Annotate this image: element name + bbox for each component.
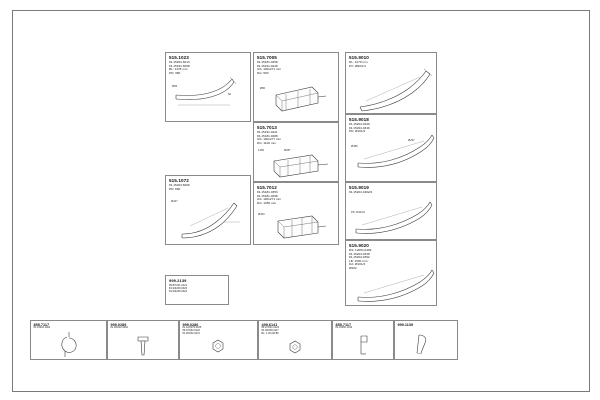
panel-515-1072[interactable] [165, 175, 251, 245]
part-number: 515.9019 [349, 185, 369, 190]
washer-icon [259, 321, 333, 361]
panel-515-9010[interactable] [345, 52, 437, 114]
part-number: 855.7117 [335, 322, 352, 327]
part-number: 999.2139 [169, 278, 187, 283]
part-number: 515.9018 [349, 117, 369, 122]
tailpipe-drawing [346, 183, 438, 241]
dim-label-2: Ø287 [284, 149, 291, 152]
part-number: 999.0286 [182, 322, 199, 327]
dim-label-1: Ø480 [351, 145, 358, 148]
dim-label-1: PD: Ø101/2 [351, 211, 366, 214]
part-codes: 99.8/7241.0121 81.9/3246.0023 81.9/3246.0024 [169, 284, 188, 293]
part-codes: RS: 12054.0409 81.15204.0348 81.15204.0392 LB: 1500 mm DA: Ø101/2 Ø402 [349, 248, 372, 270]
muffler-drawing [254, 53, 340, 123]
part-codes: 81.15204.6069 PD: 890 [169, 183, 190, 191]
panel-515-1023[interactable] [165, 52, 251, 122]
part-number: 515.1072 [169, 178, 189, 183]
part-codes: 81.15204.0402/2 [349, 190, 373, 194]
pipe-drawing [166, 53, 252, 123]
panel-515-7012[interactable] [253, 182, 339, 245]
bracket-icon [333, 321, 395, 361]
dim-label-1: Ø400 [258, 213, 265, 216]
panel-515-7013[interactable] [253, 122, 339, 182]
bottom-item-6[interactable] [394, 320, 458, 360]
part-codes: 81.15181.0353 81.15181.0298 GS: 190x271 mm DG: 1050 mm [257, 190, 282, 205]
panel-515-7005[interactable] [253, 52, 339, 122]
part-codes: 81.15204.6013 81.15191.6068 BL: 1478 mm PD: 380 [169, 60, 190, 75]
panel-515-9019[interactable] [345, 182, 437, 240]
part-codes: 81.12/0079.0165 89.07/042.0122 81.9/0232.0072 [182, 326, 202, 335]
part-number: 515.7012 [257, 185, 277, 190]
panel-515-9018[interactable] [345, 114, 437, 182]
part-codes: 81.15060.1013 [335, 326, 353, 329]
panel-515-9020[interactable] [345, 240, 437, 306]
bolt-icon [108, 321, 180, 361]
part-number: 515.1023 [169, 55, 189, 60]
tailpipe-drawing [346, 115, 438, 183]
tailpipe-drawing [346, 241, 438, 307]
bottom-item-5[interactable] [332, 320, 394, 360]
part-codes: 81.15203.1004 [33, 326, 51, 329]
pin-icon [395, 321, 459, 361]
part-codes: 81.9/0212.0062 [110, 326, 128, 329]
part-codes: 81.15181.0258 81.15191.0248 GS: 190x271 mm DG: 500 [257, 60, 282, 75]
dim-label-2: 60 [228, 93, 231, 96]
part-number: 855.7117 [33, 322, 50, 327]
part-number: 515.9020 [349, 243, 369, 248]
panel-999-2139[interactable] [165, 275, 229, 305]
muffler-drawing [254, 183, 340, 246]
hanger-clamp-icon [31, 321, 108, 361]
dim-label-1: Ø65 [172, 85, 178, 88]
part-number: 499.6141 [261, 322, 278, 327]
part-codes: DL: 1270 mm PC: Ø90/2.0 [349, 60, 368, 68]
nut-icon [180, 321, 259, 361]
muffler-drawing [254, 123, 340, 183]
pipe-drawing [166, 176, 252, 246]
tailpipe-drawing [346, 53, 438, 115]
bottom-item-3[interactable] [179, 320, 258, 360]
part-codes: 89.07/041.0123 81.9/0236.0117 BL: 1.0/0.90 BF [261, 326, 279, 335]
part-number: 515.7005 [257, 55, 277, 60]
bottom-item-2[interactable] [107, 320, 179, 360]
part-codes: 81.15204.0440 81.15204.0349 PD: Ø101/2 [349, 122, 370, 134]
dim-label-2: Ø297 [408, 139, 415, 142]
part-number: 999.0289 [110, 322, 127, 327]
dim-label-1: Ø80 [260, 87, 266, 90]
bottom-item-1[interactable] [30, 320, 107, 360]
part-number: 515.7013 [257, 125, 277, 130]
part-number: 515.9010 [349, 55, 369, 60]
part-number: 999.1139 [397, 322, 414, 327]
part-codes: 81.15191.0221 81.15181.0288 GS: 190x277 mm DG: 1100 mm [257, 130, 282, 145]
dim-label-1: Ø427 [171, 200, 178, 203]
bottom-item-4[interactable] [258, 320, 332, 360]
dim-label-1: 1456 [258, 149, 264, 152]
